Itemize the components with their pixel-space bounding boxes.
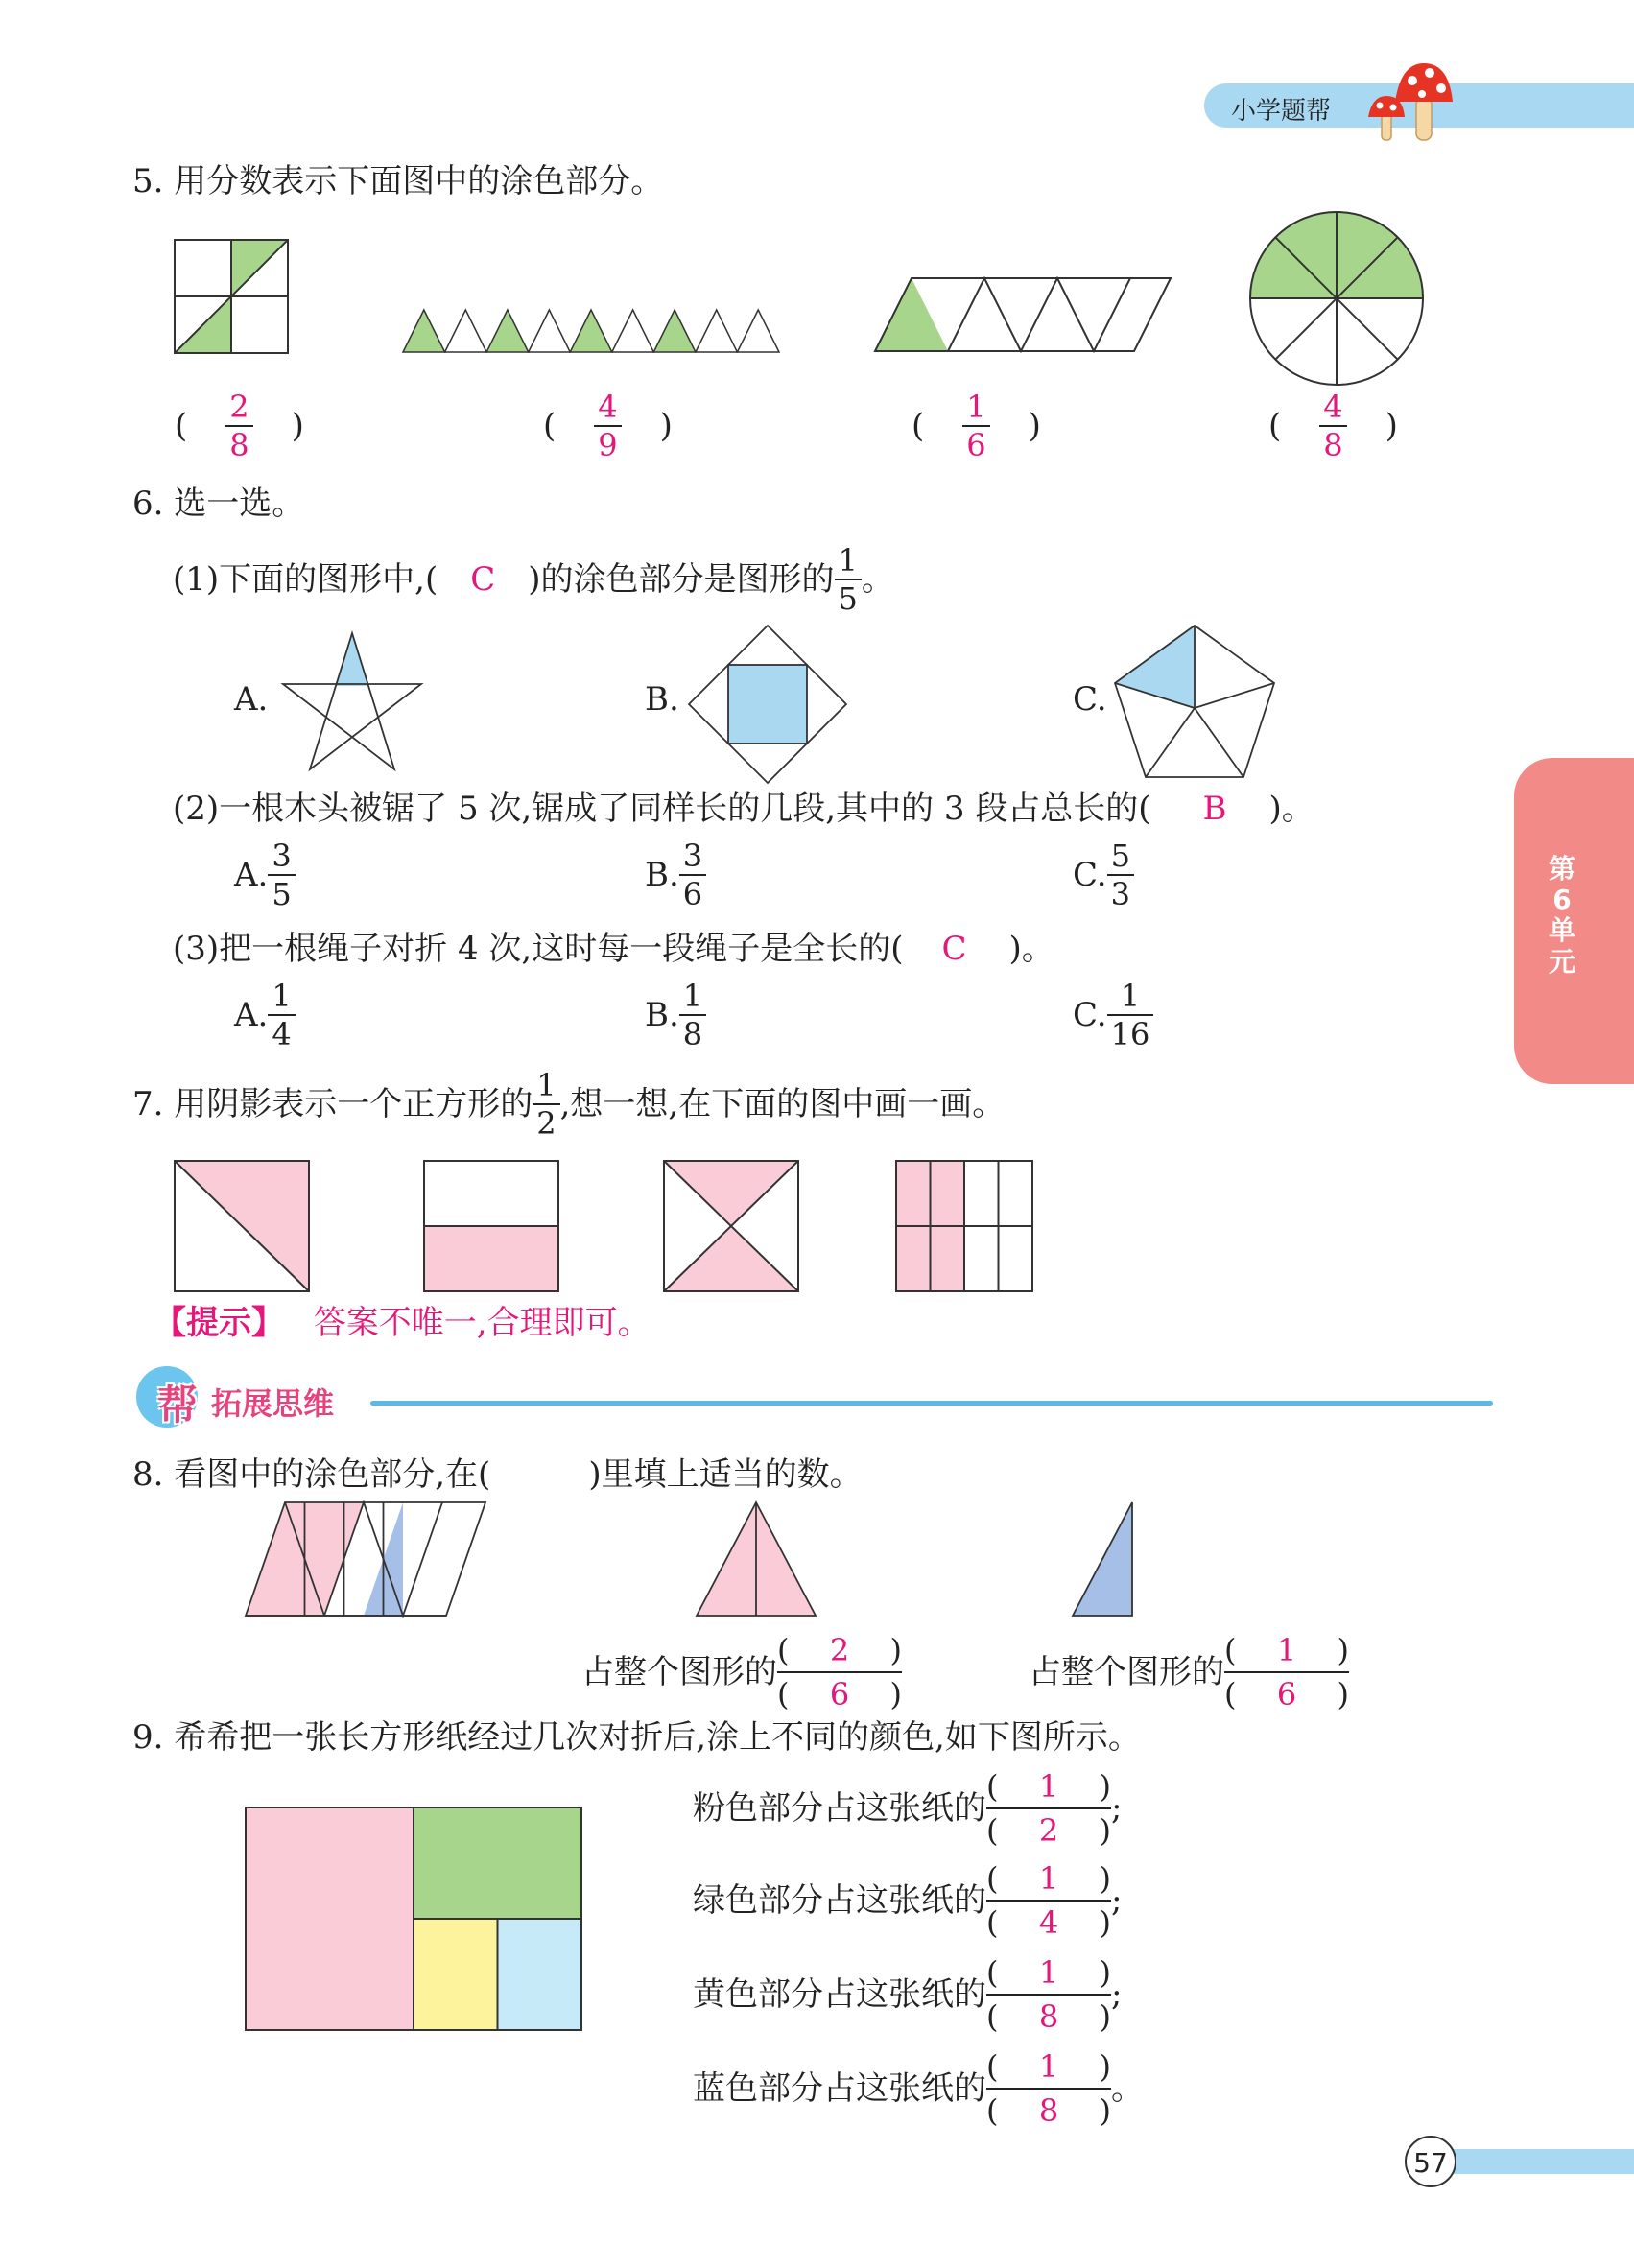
section-rule	[370, 1401, 1493, 1406]
q5-answer-4-fraction: $\frac{4}{8}$	[1319, 391, 1346, 461]
q6-p2: (2)一根木头被锯了 5 次,锯成了同样长的几段,其中的 3 段占总长的( B )。	[173, 790, 1314, 828]
q5-triangle-row-figure	[403, 310, 779, 352]
unit-side-tab	[1514, 758, 1634, 1084]
q6-p2-option-a: A. $\frac{3}{5}$	[234, 840, 296, 910]
q9-line-blue: 蓝色部分占这张纸的 ( 1 ) ( 8 ) 。	[693, 2048, 1144, 2129]
section-header	[136, 1366, 1494, 1428]
q5-answer-3-fraction: $\frac{1}{6}$	[962, 391, 989, 461]
q5-answer-1: ( $\frac{2}{8}$ )	[175, 389, 304, 463]
q6-p2-answer: B	[1202, 790, 1227, 828]
q6-p3-option-b: B. $\frac{1}{8}$	[645, 980, 706, 1050]
q5-answer-3: ( $\frac{1}{6}$ )	[912, 389, 1041, 463]
q8-answer-1: 占整个图形的 ( 2 ) ( 6 )	[581, 1632, 902, 1713]
q7-hint	[154, 1304, 651, 1342]
section-badge-text: 帮	[157, 1382, 199, 1429]
q6-pentagon-figure	[1115, 626, 1274, 777]
q6-p3: (3)把一根绳子对折 4 次,这时每一段绳子是全长的( C )。	[173, 930, 1054, 968]
footer-bar	[1430, 2149, 1634, 2174]
q7-hint-label: 【提示】	[154, 1304, 284, 1342]
q8-answer-2: 占整个图形的 ( 1 ) ( 6 )	[1029, 1632, 1349, 1713]
q8-title: 8. 看图中的涂色部分,在( )里填上适当的数。	[132, 1455, 863, 1494]
q6-p3-option-c: C. $\frac{1}{16}$	[1073, 980, 1153, 1050]
q5-title: 5. 用分数表示下面图中的涂色部分。	[132, 162, 664, 201]
q9-line-yellow: 黄色部分占这张纸的 ( 1 ) ( 8 ) ;	[693, 1954, 1123, 2035]
q5-answer-4: ( $\frac{4}{8}$ )	[1268, 389, 1398, 463]
q9-title: 9. 希希把一张长方形纸经过几次对折后,涂上不同的颜色,如下图所示。	[132, 1718, 1141, 1757]
q7-square-diagonal	[175, 1161, 309, 1291]
mushroom-icon	[1353, 58, 1458, 144]
q5-answer-2-fraction: $\frac{4}{9}$	[594, 391, 621, 461]
q6-p2-option-c: C. $\frac{5}{3}$	[1073, 840, 1134, 910]
q6-p3-answer: C	[941, 930, 967, 968]
q5-answer-1-fraction: $\frac{2}{8}$	[225, 391, 252, 461]
page-number: 57	[1413, 2147, 1448, 2179]
q6-p1-option-c-label: C.	[1073, 680, 1107, 719]
q6-diamond-square-figure	[689, 626, 846, 783]
q8-triangle-figure	[697, 1502, 816, 1616]
q7-hint-text: 答案不唯一,合理即可。	[313, 1304, 651, 1342]
q6-p2-option-b: B. $\frac{3}{6}$	[645, 840, 706, 910]
q7-square-grid	[896, 1161, 1032, 1291]
q8-right-triangle-figure	[1073, 1502, 1132, 1616]
q8-answer-1-fraction: ( 2 ) ( 6 )	[777, 1632, 902, 1713]
q5-square-figure	[175, 240, 288, 353]
q7-title: 7. 用阴影表示一个正方形的 $\frac{1}{2}$ ,想一想,在下面的图中画一画。	[132, 1067, 1006, 1142]
q8-parallelogram-figure	[246, 1502, 485, 1616]
q5-circle-figure	[1249, 211, 1424, 386]
q6-p1: (1)下面的图形中,( C )的涂色部分是图形的 $\frac{1}{5}$ 。	[173, 542, 894, 617]
q6-title: 6. 选一选。	[132, 484, 305, 523]
header-brand: 小学题帮	[1231, 97, 1332, 126]
q7-square-half	[424, 1161, 558, 1291]
q9-line-pink: 粉色部分占这张纸的 ( 1 ) ( 2 ) ;	[693, 1768, 1123, 1849]
q6-p1-fraction: $\frac{1}{5}$	[835, 545, 862, 614]
q5-answer-2: ( $\frac{4}{9}$ )	[543, 389, 673, 463]
q8-answer-2-fraction: ( 1 ) ( 6 )	[1224, 1632, 1349, 1713]
q6-p3-option-a: A. $\frac{1}{4}$	[234, 980, 296, 1050]
q9-paper-figure	[246, 1807, 581, 2030]
unit-side-tab-text: 第 6 单 元	[1548, 853, 1575, 978]
q6-p1-option-b-label: B.	[645, 680, 679, 719]
q5-parallelogram-figure	[875, 278, 1171, 351]
q9-line-green: 绿色部分占这张纸的 ( 1 ) ( 4 ) ;	[693, 1860, 1123, 1941]
section-title: 拓展思维	[211, 1385, 335, 1422]
q6-p1-answer: C	[470, 560, 496, 599]
q7-square-cross	[664, 1161, 798, 1291]
q6-p1-option-a-label: A.	[234, 680, 269, 719]
q6-star-figure	[280, 633, 424, 769]
q7-fraction: $\frac{1}{2}$	[533, 1070, 559, 1139]
